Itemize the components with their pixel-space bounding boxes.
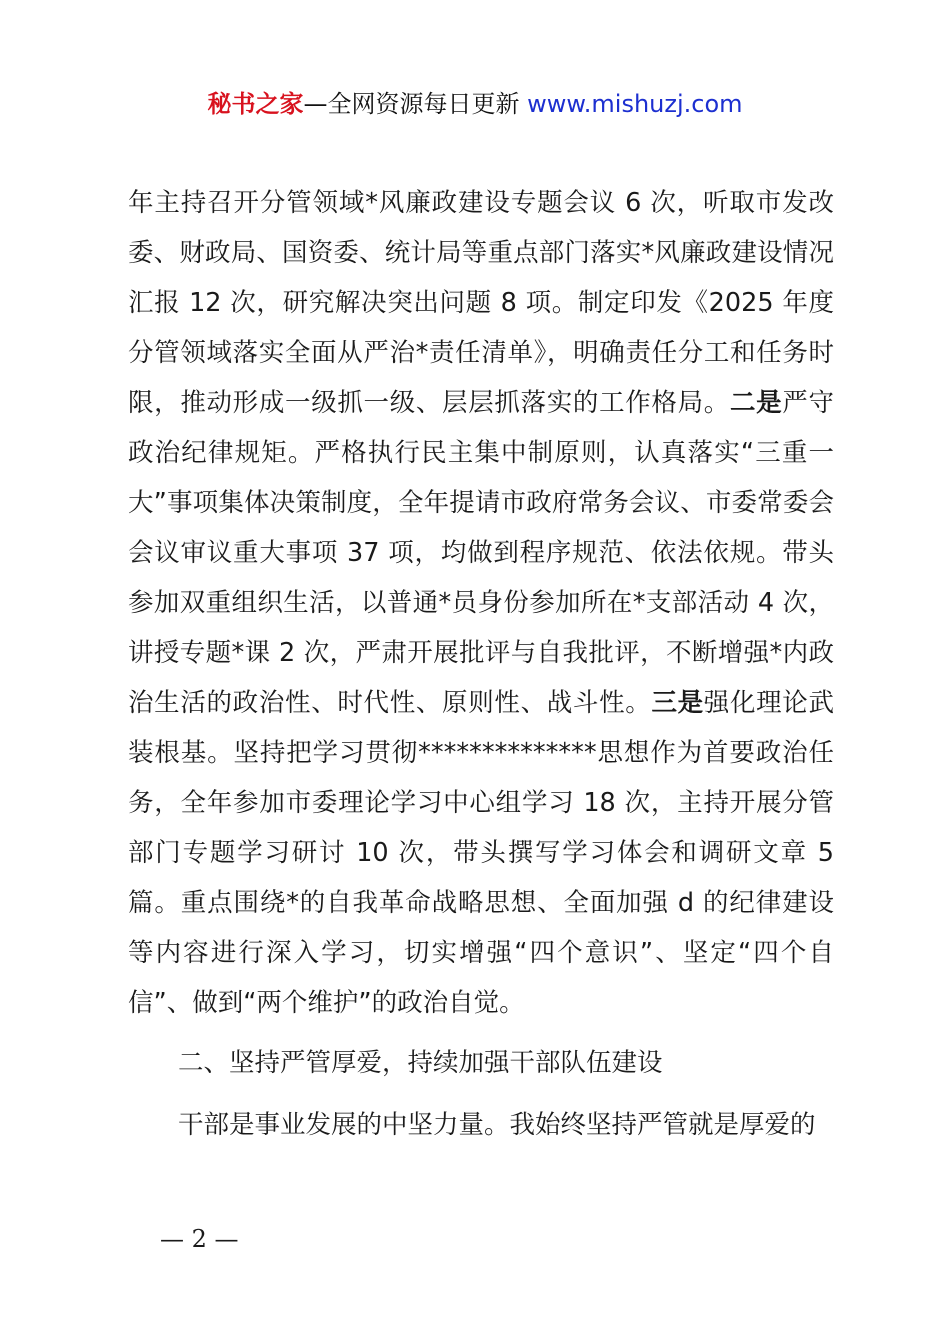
bold-marker-second: 二是 [729,388,783,418]
next-paragraph: 干部是事业发展的中坚力量。我始终坚持严管就是厚爱的 [178,1110,816,1140]
site-header [0,88,950,120]
bold-marker-third: 三是 [651,688,704,718]
brand-name: 秘书之家 [207,90,304,118]
header-slogan: —全网资源每日更新 [303,90,528,118]
body-paragraph [128,178,834,1028]
paragraph-segment-3: 强化理论武装根基。坚持把学习贯彻**************思想作为首要政治任务，全年参加市委理论学习中心组学习 18 次，主持开展分管部门专题学习研讨 10 次，带头撰写学习体会和调研文章 5 篇。重点围绕*的自我革命战略思想、全面加强 d 的纪律建设等内容进行深入学习，切实增强“四个意识”、坚定“四个自信”、做到“两个维护”的政治自觉。 [128,688,834,1018]
page-number: — 2 — [160,1225,239,1253]
paragraph-segment-2: 严守政治纪律规矩。严格执行民主集中制原则，认真落实“三重一大”事项集体决策制度，全年提请市政府常务会议、市委常委会会议审议重大事项 37 项，均做到程序规范、依法依规。带头参加双重组织生活，以普通*员身份参加所在*支部活动 4 次，讲授专题*课 2 次，严肃开展批评与自我批评，不断增强*内政治生活的政治性、时代性、原则性、战斗性。 [128,388,834,718]
paragraph-segment-1: 年主持召开分管领域*风廉政建设专题会议 6 次，听取市发改委、财政局、国资委、统计局等重点部门落实*风廉政建设情况汇报 12 次，研究解决突出问题 8 项。制定印发《2025 年度分管领域落实全面从严治*责任清单》，明确责任分工和任务时限，推动形成一级抓一级、层层抓落实的工作格局。 [128,188,834,418]
site-url-link[interactable]: www.mishuzj.com [527,90,743,118]
section-heading: 二、坚持严管厚爱，持续加强干部队伍建设 [178,1048,663,1078]
